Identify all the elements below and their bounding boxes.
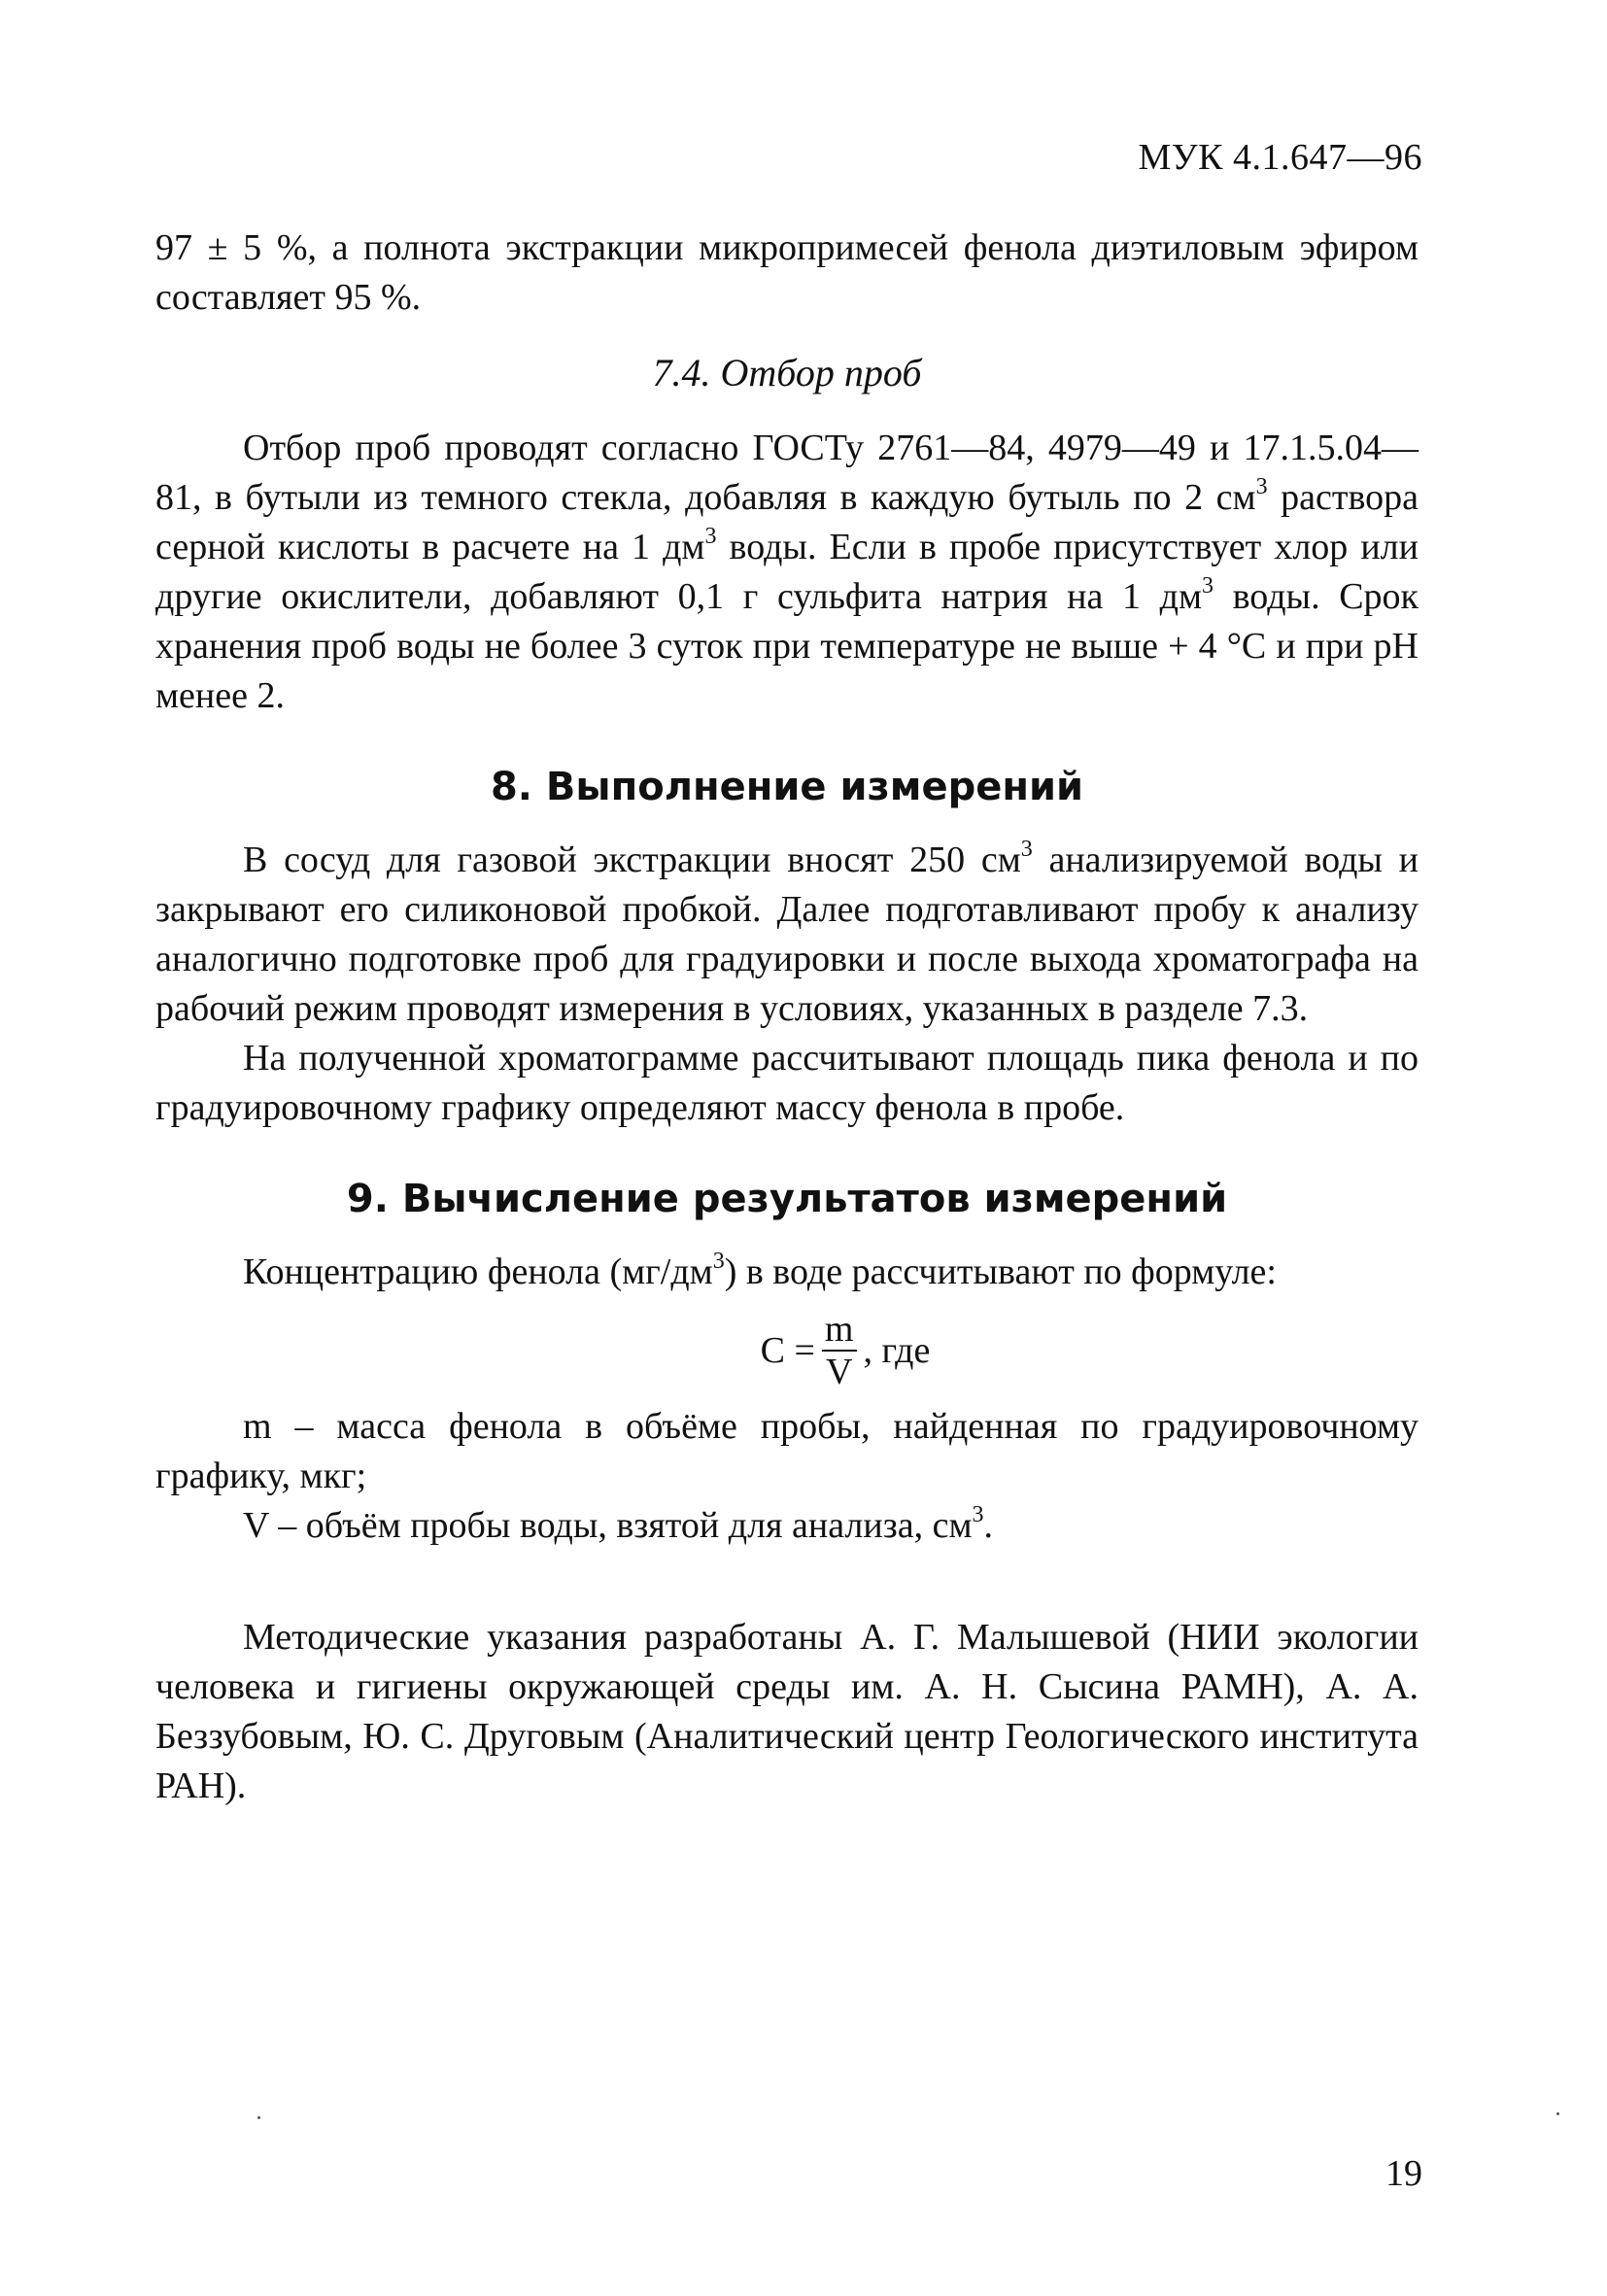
text-run: анализируемой воды и закрывают его силиконовой пробкой. Далее подготавливают пробу к анализу аналогично подготовке проб для градуировки и после выхода хроматографа на рабочий режим проводят измерения в условиях, указанных в разделе 7.3.: [155, 840, 1419, 1029]
text-run: Отбор проб проводят согласно ГОСТу 2761—84, 4979—49 и 17.1.5.04—81, в бутыли из темного стекла, добавляя в каждую бутыль по 2 см: [155, 428, 1419, 518]
definition-m: m – масса фенола в объёме пробы, найденная по градуировочному графику, мкг;: [155, 1406, 1419, 1496]
superscript: 3: [972, 1502, 984, 1527]
page-number: 19: [1385, 2153, 1422, 2194]
definition-v: [155, 1501, 1419, 1551]
formula-suffix: , где: [863, 1329, 931, 1371]
section-9-intro: [155, 1248, 1419, 1297]
superscript: 3: [712, 1249, 725, 1274]
concentration-formula: [272, 1309, 1419, 1392]
section-8-paragraph-1: [155, 836, 1419, 1034]
section-9-title: 9. Вычисление результатов измерений: [346, 1177, 1228, 1221]
text-run: В сосуд для газовой экстракции вносят 250 см: [243, 840, 1021, 880]
text-run: Концентрацию фенола (мг/дм: [243, 1251, 713, 1292]
section-8-paragraph-2: На полученной хроматограмме рассчитывают площадь пика фенола и по градуировочному графику определяют массу фенола в пробе.: [155, 1038, 1419, 1128]
text-run: V – объём пробы воды, взятой для анализа, см: [243, 1505, 973, 1546]
superscript: 3: [1202, 573, 1214, 599]
superscript: 3: [704, 524, 717, 549]
text-run: ) в воде рассчитывают по формуле:: [724, 1251, 1277, 1292]
credits-paragraph: Методические указания разработаны А. Г. Малышевой (НИИ экологии человека и гигиены окружающей среды им. А. Н. Сысина РАМН), А. А. Беззубовым, Ю. С. Друговым (Аналитический центр Геологического института РАН).: [155, 1617, 1419, 1806]
formula-numerator: m: [824, 1309, 854, 1350]
section-7-4-paragraph: [155, 424, 1419, 721]
page-content: [155, 223, 1419, 1811]
superscript: 3: [1020, 837, 1033, 862]
section-7-4-title: 7.4. Отбор проб: [652, 351, 922, 394]
text-run: .: [983, 1505, 993, 1546]
scan-speck: [257, 2116, 260, 2119]
text-run: раствора серной кислоты в расчете на 1 дм: [155, 477, 1419, 567]
document-code-header: МУК 4.1.647—96: [1138, 137, 1422, 178]
section-8-title: 8. Выполнение измерений: [490, 765, 1084, 809]
formula-definitions: [155, 1402, 1419, 1551]
formula-fraction: [821, 1309, 858, 1392]
formula-denominator: V: [825, 1352, 853, 1392]
superscript: 3: [1255, 474, 1268, 499]
text-run: воды. Срок хранения проб воды не более 3 суток при температуре не выше + 4 °С и при pH менее 2.: [155, 576, 1419, 716]
formula-lhs: C =: [760, 1329, 815, 1371]
intro-paragraph: 97 ± 5 %, а полнота экстракции микропримесей фенола диэтиловым эфиром составляет 95 %.: [155, 227, 1419, 318]
scan-speck: [1556, 2112, 1559, 2115]
text-run: воды. Если в пробе присутствует хлор или другие окислители, добавляют 0,1 г сульфита натрия на 1 дм: [155, 527, 1419, 617]
